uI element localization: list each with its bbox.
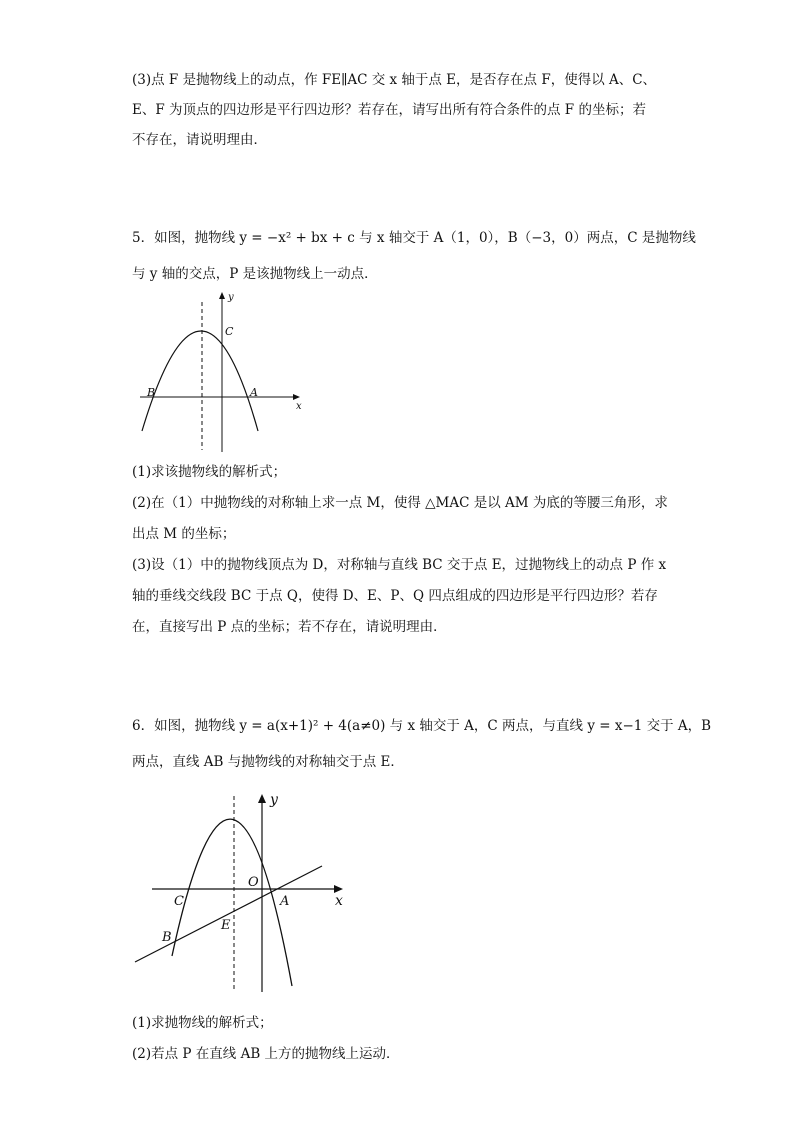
q5-label-y: y bbox=[228, 292, 234, 303]
q6-label-c: C bbox=[174, 894, 184, 909]
q6-line-ab bbox=[135, 866, 322, 962]
q5-label-b: B bbox=[147, 386, 156, 399]
q6-figure bbox=[132, 788, 354, 998]
q6-x-axis-arrow bbox=[334, 885, 343, 893]
q4-part3-line2: E、F 为顶点的四边形是平行四边形？若存在，请写出所有符合条件的点 F 的坐标；若 bbox=[132, 102, 646, 118]
q5-part3-line3: 在，直接写出 P 点的坐标；若不存在，请说明理由． bbox=[132, 619, 447, 635]
q4-part3-line3: 不存在，请说明理由． bbox=[132, 132, 267, 148]
q4-part3-line1: (3)点 F 是抛物线上的动点，作 FE∥AC 交 x 轴于点 E，是否存在点 F，使得以 A、C、 bbox=[132, 72, 657, 88]
q5-part3-line2: 轴的垂线交线段 BC 于点 Q，使得 D、E、P、Q 四点组成的四边形是平行四边形？若存 bbox=[132, 588, 658, 604]
q6-stem-line1: 6．如图，抛物线 y = a(x+1)² + 4(a≠0) 与 x 轴交于 A，C 两点，与直线 y = x−1 交于 A，B bbox=[132, 718, 712, 734]
q5-label-c: C bbox=[225, 325, 234, 338]
q6-parabola bbox=[172, 819, 292, 986]
q6-label-o: O bbox=[248, 875, 259, 890]
q5-part1: (1)求该抛物线的解析式； bbox=[132, 464, 287, 480]
q5-parabola bbox=[142, 331, 258, 431]
q5-figure bbox=[132, 288, 308, 456]
q6-stem-line2: 两点，直线 AB 与抛物线的对称轴交于点 E． bbox=[132, 754, 404, 770]
q6-label-a: A bbox=[280, 894, 290, 909]
q6-part2: (2)若点 P 在直线 AB 上方的抛物线上运动． bbox=[132, 1046, 400, 1062]
q5-part2-line2: 出点 M 的坐标； bbox=[132, 526, 236, 542]
q6-y-axis-arrow bbox=[258, 794, 266, 803]
q5-stem-line1: 5．如图，抛物线 y = −x² + bx + c 与 x 轴交于 A（1，0），B（−3，0）两点，C 是抛物线 bbox=[132, 230, 696, 246]
q5-label-x: x bbox=[296, 401, 302, 412]
q5-stem-line2: 与 y 轴的交点，P 是该抛物线上一动点． bbox=[132, 266, 378, 282]
q6-label-e: E bbox=[221, 918, 231, 933]
q6-label-y: y bbox=[270, 792, 278, 808]
q6-label-b: B bbox=[162, 930, 172, 945]
q5-label-a: A bbox=[250, 386, 258, 399]
q6-label-x: x bbox=[335, 893, 343, 909]
q5-y-axis-arrow bbox=[219, 292, 225, 299]
q5-part2-line1: (2)在（1）中抛物线的对称轴上求一点 M，使得 △MAC 是以 AM 为底的等腰三角形，求 bbox=[132, 495, 668, 511]
q5-part3-line1: (3)设（1）中的抛物线顶点为 D，对称轴与直线 BC 交于点 E，过抛物线上的动点 P 作 x bbox=[132, 557, 667, 573]
q5-x-axis-arrow bbox=[293, 394, 300, 400]
q6-part1: (1)求抛物线的解析式； bbox=[132, 1015, 273, 1031]
